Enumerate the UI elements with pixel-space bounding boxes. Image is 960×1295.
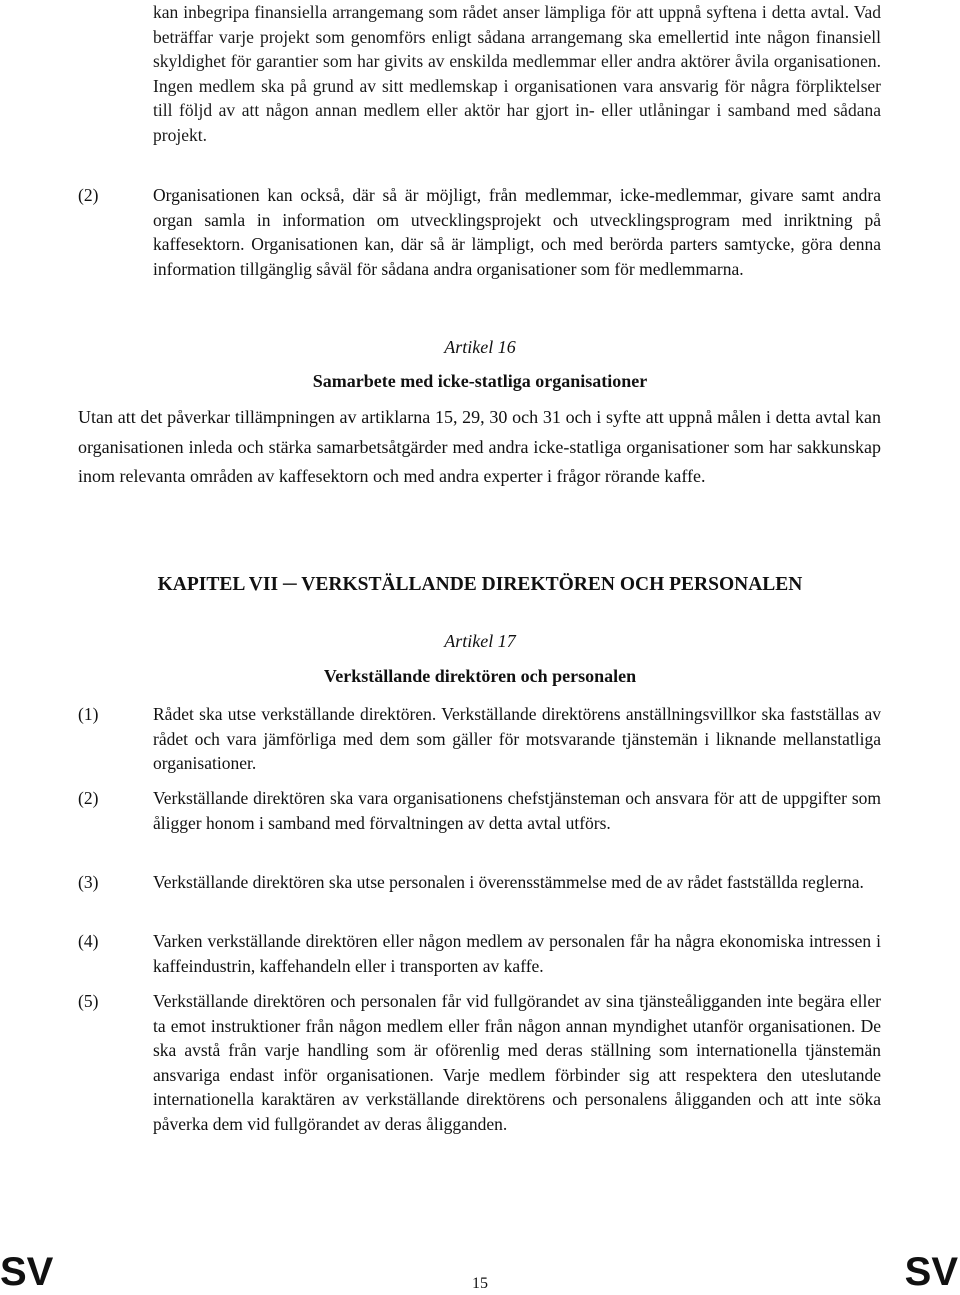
item-number: (2): [78, 185, 99, 205]
item-number: (3): [78, 872, 99, 892]
language-code-left: SV: [0, 1250, 54, 1294]
chapter-title: KAPITEL VII ─ VERKSTÄLLANDE DIREKTÖREN OCH PERSONALEN: [157, 574, 803, 595]
language-code-right: SV: [904, 1250, 958, 1294]
item-text: Varken verkställande direktören eller någon medlem av personalen får ha några ekonomiska intressen i kaffeindustrin, kaffehandeln eller i transporten av kaffe.: [153, 931, 881, 976]
article17-item-1: [78, 702, 881, 776]
article16-paragraph: Utan att det påverkar tillämpningen av artiklarna 15, 29, 30 och 31 och i syfte att uppnå målen i detta avtal kan organisationen inleda och stärka samarbetsåtgärder med andra icke-statliga organisationer som har sakkunskap inom relevanta områden av kaffesektorn och med andra experter i frågor rörande kaffe.: [78, 407, 881, 486]
article16-title: Artikel 16: [444, 337, 516, 357]
item-text: Verkställande direktören ska utse personalen i överensstämmelse med de av rådet fastställda reglerna.: [153, 872, 864, 892]
item-text: Rådet ska utse verkställande direktören. Verkställande direktörens anställningsvillkor ska fastställas av rådet och vara jämförliga med dem som gäller för motsvarande tjänstemän i liknande mellanstatliga organisationer.: [153, 704, 881, 774]
continuation-paragraph: kan inbegripa finansiella arrangemang som rådet anser lämpliga för att uppnå syftena i detta avtal. Vad beträffar varje projekt som genomförs enligt sådana arrangemang ska emellertid inte någon finansiell skyldighet för garantier som har givits av enskilda medlemmar eller andra aktörer åvila organisationen. Ingen medlem ska på grund av sitt medlemskap i organisationen vara ansvarig för några förpliktelser till följd av att någon annan medlem eller aktör har gjort in- eller utlåningar i samband med sådana projekt.: [153, 2, 881, 145]
article17-item-3: [78, 870, 881, 895]
article17-item-5: [78, 989, 881, 1137]
article17-item-2: [78, 786, 881, 835]
item-number: (4): [78, 931, 99, 951]
article17-heading: Verkställande direktören och personalen: [323, 666, 637, 686]
item-text: Verkställande direktören ska vara organisationens chefstjänsteman och ansvara för att de uppgifter som åligger honom i samband med förvaltningen av detta avtal utförs.: [153, 788, 881, 833]
article17-title: Artikel 17: [444, 631, 516, 651]
item-text: Organisationen kan också, där så är möjligt, från medlemmar, icke-medlemmar, givare samt andra organ samla in information om utvecklingsprojekt och utvecklingsprogram med inriktning på kaffesektorn. Organisationen kan, där så är lämpligt, och med berörda parters samtycke, göra denna information tillgänglig såväl för sådana andra organisationer som för medlemmarna.: [153, 185, 881, 279]
item-number: (2): [78, 788, 99, 808]
article17-item-4: [78, 929, 881, 978]
page-number: 15: [472, 1275, 488, 1292]
article16-heading: Samarbete med icke-statliga organisationer: [312, 371, 648, 391]
item-number: (1): [78, 704, 99, 724]
item-number: (5): [78, 991, 99, 1011]
article15-item-2: [78, 183, 881, 281]
item-text: Verkställande direktören och personalen får vid fullgörandet av sina tjänsteåligganden inte begära eller ta emot instruktioner från någon medlem eller från någon annan myndighet utanför organisationen. De ska avstå från varje handling som är oförenlig med deras ställning som internationella tjänstemän ansvariga endast inför organisationen. Varje medlem förbinder sig att respektera den uteslutande internationella karaktären av verkställande direktörens och personalens åligganden och att inte söka påverka dem vid fullgörandet av deras åligganden.: [153, 991, 881, 1134]
